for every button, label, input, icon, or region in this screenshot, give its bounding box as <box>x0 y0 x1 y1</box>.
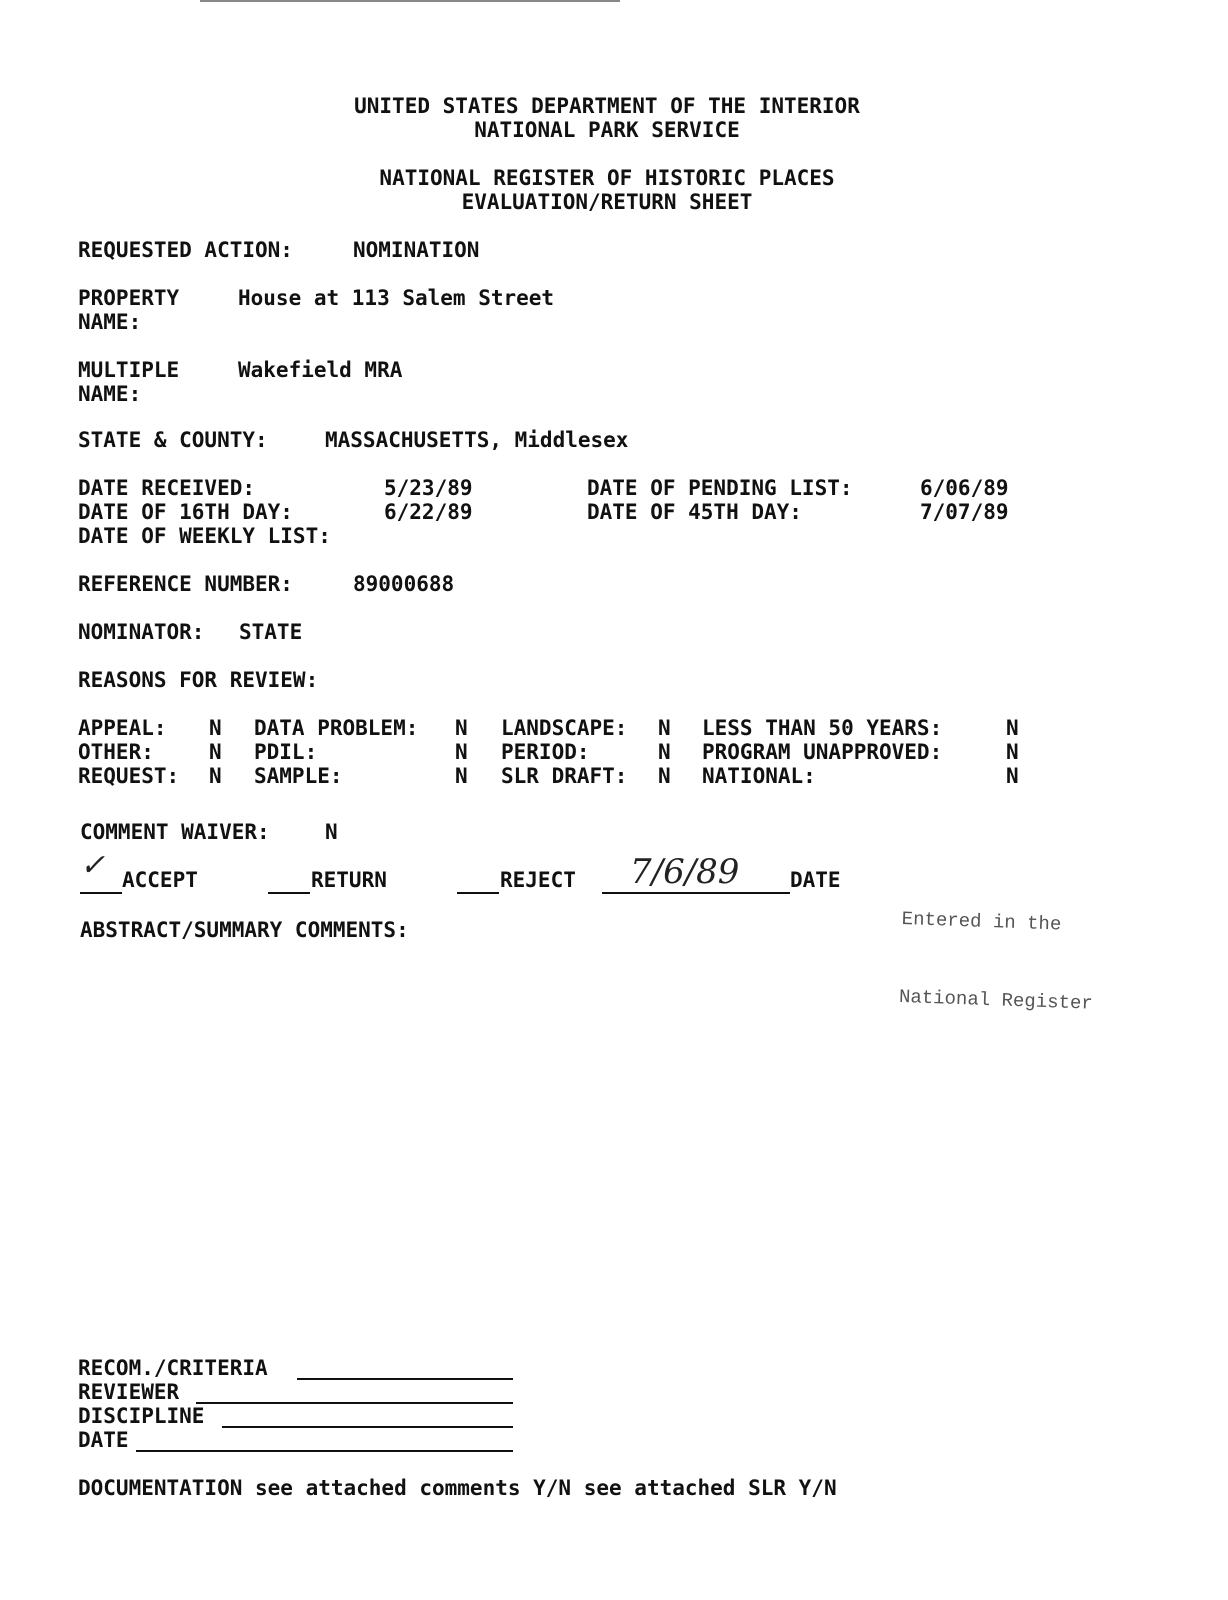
reason-other-label: OTHER: <box>78 740 154 764</box>
comment-waiver-value: N <box>325 820 338 844</box>
abstract-summary-label: ABSTRACT/SUMMARY COMMENTS: <box>80 918 409 942</box>
header-register: NATIONAL REGISTER OF HISTORIC PLACES <box>379 166 835 190</box>
property-label: PROPERTY <box>78 286 180 310</box>
reject-blank-line[interactable] <box>457 892 499 894</box>
reason-period-label: PERIOD: <box>501 740 590 764</box>
comment-waiver-label: COMMENT WAIVER: <box>80 820 270 844</box>
recom-criteria-line[interactable] <box>297 1378 513 1380</box>
entered-stamp-line2: National Register <box>898 985 1094 1015</box>
reason-program-unapproved-label: PROGRAM UNAPPROVED: <box>702 740 943 764</box>
reason-national-value: N <box>1006 764 1019 788</box>
reasons-for-review-label: REASONS FOR REVIEW: <box>78 668 319 692</box>
date-weekly-label: DATE OF WEEKLY LIST: <box>78 524 331 548</box>
reason-landscape-value: N <box>658 716 671 740</box>
state-county-label: STATE & COUNTY: <box>78 428 268 452</box>
reason-other-value: N <box>209 740 222 764</box>
reason-sample-value: N <box>455 764 468 788</box>
abstract-summary-area[interactable] <box>80 950 1130 1320</box>
date-pending-value: 6/06/89 <box>920 476 1009 500</box>
date-received-value: 5/23/89 <box>384 476 473 500</box>
property-name-value: House at 113 Salem Street <box>238 286 555 310</box>
header-department: UNITED STATES DEPARTMENT OF THE INTERIOR <box>354 94 860 118</box>
reason-pdil-label: PDIL: <box>254 740 318 764</box>
reason-program-unapproved-value: N <box>1006 740 1019 764</box>
reason-landscape-label: LANDSCAPE: <box>501 716 628 740</box>
accept-checkmark[interactable]: ✓ <box>80 848 106 883</box>
reason-less-than-50-value: N <box>1006 716 1019 740</box>
reviewer-line[interactable] <box>196 1402 513 1404</box>
return-label: RETURN <box>311 868 387 892</box>
documentation-line: DOCUMENTATION see attached comments Y/N see attached SLR Y/N <box>78 1476 837 1500</box>
reason-period-value: N <box>658 740 671 764</box>
decision-date-line[interactable] <box>602 892 790 894</box>
reason-sample-label: SAMPLE: <box>254 764 343 788</box>
reject-label: REJECT <box>500 868 576 892</box>
recom-criteria-label: RECOM./CRITERIA <box>78 1356 268 1380</box>
requested-action-label: REQUESTED ACTION: <box>78 238 293 262</box>
multiple-name-value: Wakefield MRA <box>238 358 403 382</box>
requested-action-value: NOMINATION <box>353 238 480 262</box>
state-county-value: MASSACHUSETTS, Middlesex <box>325 428 629 452</box>
decision-date-label: DATE <box>790 868 841 892</box>
footer-date-label: DATE <box>78 1428 129 1452</box>
accept-label: ACCEPT <box>122 868 198 892</box>
return-blank-line[interactable] <box>268 892 310 894</box>
reason-slr-draft-label: SLR DRAFT: <box>501 764 628 788</box>
reference-number-label: REFERENCE NUMBER: <box>78 572 293 596</box>
reason-national-label: NATIONAL: <box>702 764 816 788</box>
reason-appeal-label: APPEAL: <box>78 716 167 740</box>
discipline-line[interactable] <box>222 1426 513 1428</box>
reason-request-value: N <box>209 764 222 788</box>
reason-pdil-value: N <box>455 740 468 764</box>
scan-top-edge <box>200 0 620 2</box>
property-name-label: NAME: <box>78 310 142 334</box>
multiple-label: MULTIPLE <box>78 358 180 382</box>
reference-number-value: 89000688 <box>353 572 455 596</box>
reason-appeal-value: N <box>209 716 222 740</box>
header-service: NATIONAL PARK SERVICE <box>474 118 740 142</box>
nominator-label: NOMINATOR: <box>78 620 205 644</box>
date-pending-label: DATE OF PENDING LIST: <box>587 476 853 500</box>
nominator-value: STATE <box>239 620 303 644</box>
reviewer-label: REVIEWER <box>78 1380 180 1404</box>
reason-data-problem-value: N <box>455 716 468 740</box>
accept-blank-line[interactable] <box>80 892 122 894</box>
date-16th-value: 6/22/89 <box>384 500 473 524</box>
decision-date-handwritten: 7/6/89 <box>630 852 740 892</box>
footer-date-line[interactable] <box>136 1450 513 1452</box>
header-sheet-title: EVALUATION/RETURN SHEET <box>461 190 753 214</box>
discipline-label: DISCIPLINE <box>78 1404 205 1428</box>
date-45th-label: DATE OF 45TH DAY: <box>587 500 802 524</box>
reason-data-problem-label: DATA PROBLEM: <box>254 716 419 740</box>
reason-request-label: REQUEST: <box>78 764 180 788</box>
multiple-name-label: NAME: <box>78 382 142 406</box>
entered-stamp-line1: Entered in the <box>901 907 1062 936</box>
reason-slr-draft-value: N <box>658 764 671 788</box>
date-16th-label: DATE OF 16TH DAY: <box>78 500 293 524</box>
date-received-label: DATE RECEIVED: <box>78 476 256 500</box>
date-45th-value: 7/07/89 <box>920 500 1009 524</box>
reason-less-than-50-label: LESS THAN 50 YEARS: <box>702 716 943 740</box>
